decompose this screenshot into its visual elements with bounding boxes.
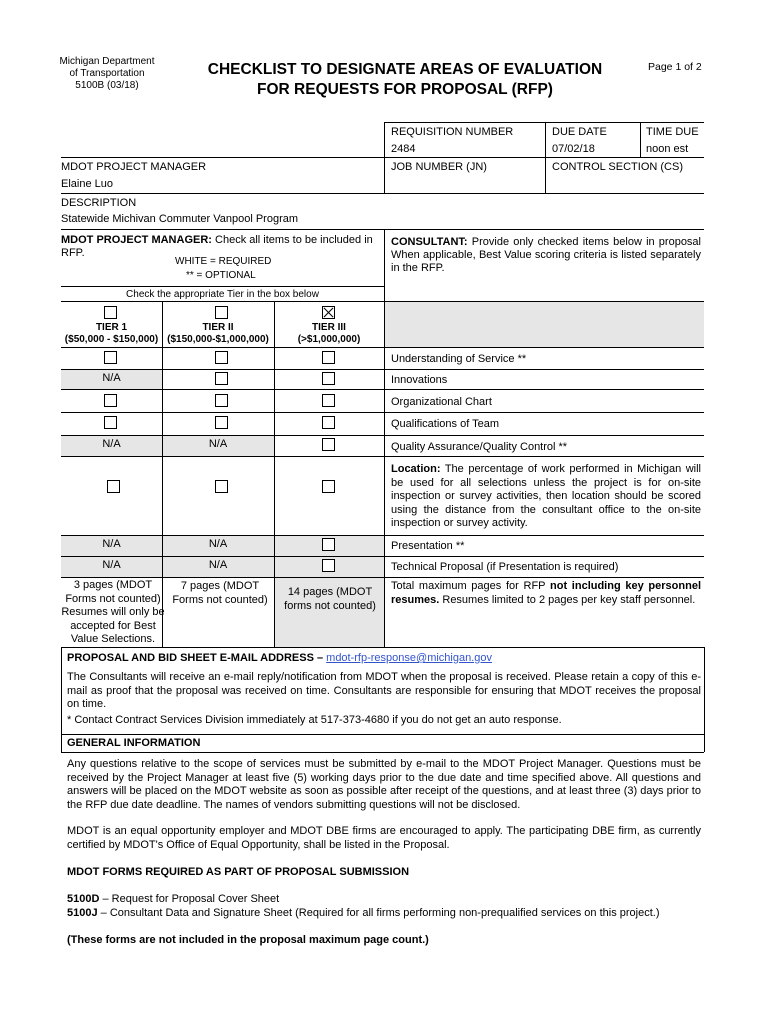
rule [61, 157, 704, 158]
rule [61, 229, 704, 230]
rule [61, 286, 384, 287]
general-paragraph-2: MDOT is an equal opportunity employer and MDOT DBE firms are encouraged to apply. The participating DBE firm, as currently certified by MDOT's Office of Equal Opportunity, shall be listed in the Proposal. [67, 825, 701, 851]
due-date-label: DUE DATE [552, 126, 607, 138]
qa-t2-na: N/A [208, 438, 228, 450]
rule [61, 647, 704, 648]
rule [61, 412, 704, 413]
location-bold: Location: [391, 463, 441, 475]
pages-bold: not including key personnel resumes. [391, 580, 701, 606]
item-org-chart: Organizational Chart [391, 396, 492, 408]
form-5100j [67, 907, 660, 920]
item-understanding: Understanding of Service ** [391, 353, 527, 365]
qualifications-t3-checkbox[interactable] [322, 416, 335, 429]
rule [61, 535, 704, 536]
innovations-t1-na: N/A [102, 372, 121, 384]
item-innovations: Innovations [391, 374, 448, 386]
item-presentation: Presentation ** [391, 540, 465, 552]
rule [61, 347, 704, 348]
tier1-label [61, 322, 162, 346]
org-chart-t3-checkbox[interactable] [322, 394, 335, 407]
consultant-instructions [391, 236, 701, 275]
innovations-t3-checkbox[interactable] [322, 372, 335, 385]
general-heading: GENERAL INFORMATION [67, 737, 201, 749]
email-address-link[interactable]: mdot-rfp-response@michigan.gov [326, 652, 493, 664]
project-manager-value: Elaine Luo [61, 178, 113, 190]
rule [384, 122, 704, 123]
understanding-t1-checkbox[interactable] [104, 351, 117, 364]
rule [61, 369, 704, 370]
qualifications-t2-checkbox[interactable] [215, 416, 228, 429]
item-location [391, 463, 701, 531]
org-chart-t1-checkbox[interactable] [104, 394, 117, 407]
qa-t1-na: N/A [102, 438, 121, 450]
tier1-checkbox[interactable] [104, 306, 117, 319]
tier1-range: ($50,000 - $150,000) [64, 334, 159, 345]
rule [384, 229, 385, 647]
rule [61, 193, 704, 194]
rule [61, 389, 704, 390]
pages-tier3: 14 pages (MDOT forms not counted) [284, 586, 376, 612]
location-text: The percentage of work performed in Michigan will be used for all selections unless the project is for on-site inspection or survey activities, then location should be scored using the distance from the consultant office to the on-site inspection or survey activity. [391, 463, 701, 529]
item-qa-qc: Quality Assurance/Quality Control ** [391, 441, 568, 453]
pages-text-2: Resumes limited to 2 pages per key staff personnel. [439, 593, 696, 606]
presentation-t3-checkbox[interactable] [322, 538, 335, 551]
title-line2: FOR REQUESTS FOR PROPOSAL (RFP) [257, 81, 553, 98]
consultant-instructions-text: Provide only checked items below in proposal When applicable, Best Value scoring criteria is listed separately in the RFP. [391, 236, 701, 274]
agency-block [44, 56, 170, 92]
general-paragraph-1: Any questions relative to the scope of services must be submitted by e-mail to the MDOT Project Manager. Questions must be received by the Project Manager at least five (5) working days prior to the due date and time specified above. All questions and answers will be placed on the MDOT website as soon as possible after receipt of the questions, and at least three (3) days prior to the RFP due date deadline. The names of vendors submitting questions will not be disclosed. [67, 758, 701, 811]
rule [61, 456, 704, 457]
agency-name-line1: Michigan Department [59, 56, 155, 67]
pages-text-1: Total maximum pages for RFP [391, 580, 550, 592]
tier3-range: (>$1,000,000) [297, 334, 361, 345]
rule [61, 556, 704, 557]
org-chart-t2-checkbox[interactable] [215, 394, 228, 407]
description-label: DESCRIPTION [61, 197, 137, 209]
location-t1-checkbox[interactable] [107, 480, 120, 493]
project-manager-label: MDOT PROJECT MANAGER [61, 161, 207, 173]
tier-prompt: Check the appropriate Tier in the box below [126, 289, 319, 300]
tier2-name: TIER II [202, 322, 234, 333]
presentation-t2-na: N/A [208, 538, 228, 550]
tier2-checkbox[interactable] [215, 306, 228, 319]
agency-name-line2: of Transportation [69, 68, 145, 79]
due-date-value: 07/02/18 [552, 143, 595, 155]
rule [61, 647, 62, 752]
forms-note: (These forms are not included in the proposal maximum page count.) [67, 934, 429, 946]
tier2-label [162, 322, 274, 346]
location-t3-checkbox[interactable] [322, 480, 335, 493]
shade-tier-right [384, 301, 704, 347]
form-5100d-code: 5100D [67, 893, 100, 905]
form-5100d-text: – Request for Proposal Cover Sheet [99, 893, 280, 905]
innovations-t2-checkbox[interactable] [215, 372, 228, 385]
tier3-name: TIER III [312, 322, 346, 333]
rule [61, 435, 704, 436]
pages-tier2: 7 pages (MDOT Forms not counted) [172, 580, 268, 606]
page-number: Page 1 of 2 [648, 61, 702, 73]
requisition-value: 2484 [391, 143, 416, 155]
location-t2-checkbox[interactable] [215, 480, 228, 493]
pm-instructions-bold: MDOT PROJECT MANAGER: [61, 234, 212, 246]
rule [704, 647, 705, 752]
rule [640, 122, 641, 157]
rule [384, 122, 385, 193]
tier1-name: TIER 1 [95, 322, 128, 333]
tier3-checkbox-checked[interactable] [322, 306, 335, 319]
item-qualifications: Qualifications of Team [391, 418, 500, 430]
legend-optional: ** = OPTIONAL [186, 270, 256, 281]
description-value: Statewide Michivan Commuter Vanpool Program [61, 213, 299, 225]
qa-t3-checkbox[interactable] [322, 438, 335, 451]
rule [545, 122, 546, 193]
pages-tier1: 3 pages (MDOT Forms not counted) Resumes will only be accepted for Best Value Selections. [61, 579, 165, 645]
item-pages [391, 580, 701, 607]
email-contact-note: * Contact Contract Services Division immediately at 517-373-4680 if you do not get an auto response. [67, 714, 562, 726]
form-5100d [67, 893, 279, 906]
understanding-t2-checkbox[interactable] [215, 351, 228, 364]
qualifications-t1-checkbox[interactable] [104, 416, 117, 429]
requisition-label: REQUISITION NUMBER [391, 126, 514, 138]
technical-t3-checkbox[interactable] [322, 559, 335, 572]
presentation-t1-na: N/A [102, 538, 121, 550]
tier3-label [274, 322, 384, 346]
understanding-t3-checkbox[interactable] [322, 351, 335, 364]
consultant-instructions-bold: CONSULTANT: [391, 236, 468, 248]
item-technical: Technical Proposal (if Presentation is required) [391, 561, 619, 573]
rule [61, 752, 704, 753]
technical-t2-na: N/A [208, 559, 228, 571]
email-heading [67, 652, 492, 665]
legend-required: WHITE = REQUIRED [175, 256, 272, 267]
technical-t1-na: N/A [102, 559, 121, 571]
control-section-label: CONTROL SECTION (CS) [552, 161, 683, 173]
forms-heading: MDOT FORMS REQUIRED AS PART OF PROPOSAL SUBMISSION [67, 866, 410, 878]
page-title [180, 60, 630, 100]
title-line1: CHECKLIST TO DESIGNATE AREAS OF EVALUATION [207, 61, 603, 78]
form-code: 5100B (03/18) [75, 80, 139, 91]
rule [61, 577, 704, 578]
email-heading-text: PROPOSAL AND BID SHEET E-MAIL ADDRESS – [67, 652, 327, 664]
job-number-label: JOB NUMBER (JN) [391, 161, 487, 173]
pm-instructions-text: Check all items to be included in RFP. [61, 234, 373, 259]
rule [61, 301, 704, 302]
tier2-range: ($150,000-$1,000,000) [167, 334, 269, 345]
time-due-value: noon est [646, 143, 689, 155]
form-5100j-text: – Consultant Data and Signature Sheet (Required for all firms performing non-prequalified services on this project.) [97, 907, 660, 919]
rule [61, 734, 704, 735]
form-5100j-code: 5100J [67, 907, 98, 919]
time-due-label: TIME DUE [646, 126, 699, 138]
email-paragraph: The Consultants will receive an e-mail reply/notification from MDOT when the proposal is received. Please retain a copy of this e-mail as proof that the proposal was received on time. Consultants are responsible for ensuring that MDOT receives the proposal on time. [67, 671, 701, 710]
